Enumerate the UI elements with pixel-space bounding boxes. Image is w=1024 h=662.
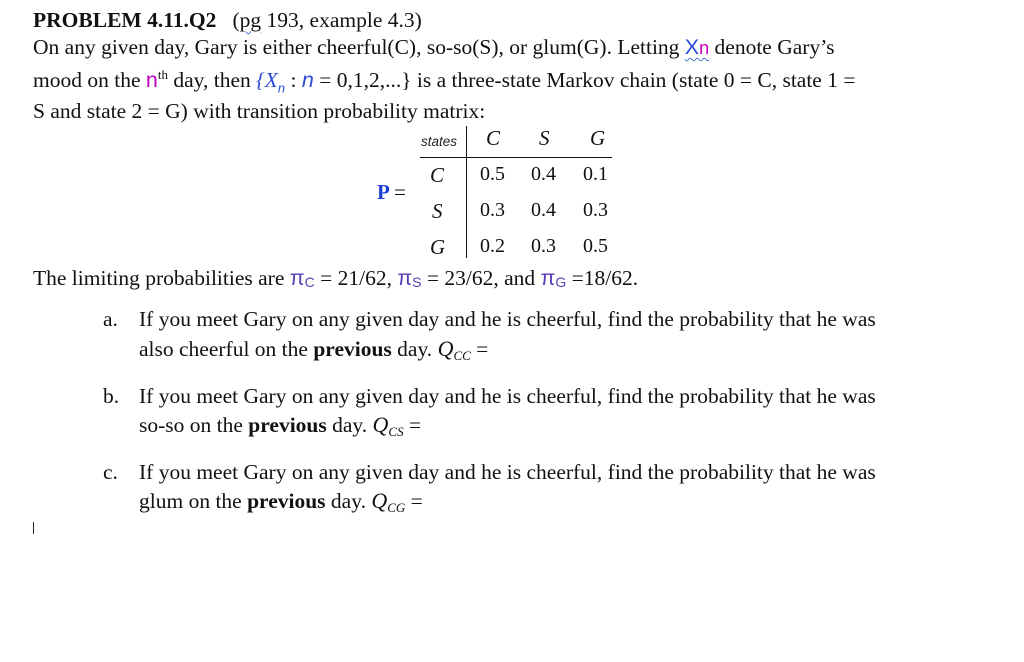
- text-cursor: [33, 522, 34, 534]
- matrix-row-label-s: S: [432, 199, 443, 223]
- question-line-2: also cheerful on the previous day. QCC =: [139, 336, 489, 363]
- matrix-vertical-divider: [466, 126, 467, 258]
- matrix-cell: 0.2: [480, 235, 505, 257]
- problem-header: [33, 7, 422, 33]
- intro-line-1: On any given day, Gary is either cheerful(C), so-so(S), or glum(G). Letting Xn denote Gary’s: [33, 35, 835, 59]
- matrix-cell: 0.4: [531, 199, 556, 221]
- matrix-states-label: states: [421, 134, 458, 149]
- matrix-header-s: S: [539, 126, 550, 150]
- matrix-cell: 0.5: [480, 163, 505, 185]
- question-line-1: If you meet Gary on any given day and he is cheerful, find the probability that he was: [139, 307, 876, 331]
- limiting-probabilities: The limiting probabilities are πC = 21/62, πS = 23/62, and πG =18/62.: [33, 266, 639, 290]
- matrix-cell: 0.3: [531, 235, 556, 257]
- problem-title: PROBLEM 4.11.Q2: [33, 8, 217, 32]
- matrix-cell: 0.3: [480, 199, 505, 221]
- question-line-1: If you meet Gary on any given day and he is cheerful, find the probability that he was: [139, 460, 876, 484]
- x-variable: Xn: [684, 35, 710, 59]
- question-line-2: glum on the previous day. QCG =: [139, 488, 423, 515]
- question-label: c.: [103, 460, 118, 484]
- question-line-2: so-so on the previous day. QCS =: [139, 412, 422, 439]
- problem-ref: (pg 193, example 4.3): [232, 8, 422, 32]
- matrix-header-c: C: [486, 126, 501, 150]
- matrix-header-g: G: [590, 126, 606, 150]
- matrix-cell: 0.3: [583, 199, 608, 221]
- matrix-row-label-g: G: [430, 235, 446, 259]
- matrix-equals: =: [394, 180, 406, 204]
- intro-line-2: mood on the $n^{th}$ day, then {$X_n$ : n = 0,1,2,...} is a three-state Markov chain (state 0 = C, state 1 =: [33, 67, 856, 96]
- matrix-cell: 0.4: [531, 163, 556, 185]
- question-label: a.: [103, 307, 118, 331]
- question-label: b.: [103, 384, 120, 408]
- matrix-row-label-c: C: [430, 163, 445, 187]
- question-line-1: If you meet Gary on any given day and he is cheerful, find the probability that he was: [139, 384, 876, 408]
- matrix-p-label: P: [377, 180, 390, 204]
- markov-set: {$X_n$ : n = 0,1,2,...}: [256, 68, 412, 96]
- matrix-horizontal-divider: [420, 157, 612, 158]
- matrix-cell: 0.5: [583, 235, 608, 257]
- matrix-cell: 0.1: [583, 163, 608, 185]
- intro-line-3: S and state 2 = G) with transition probability matrix:: [33, 99, 486, 123]
